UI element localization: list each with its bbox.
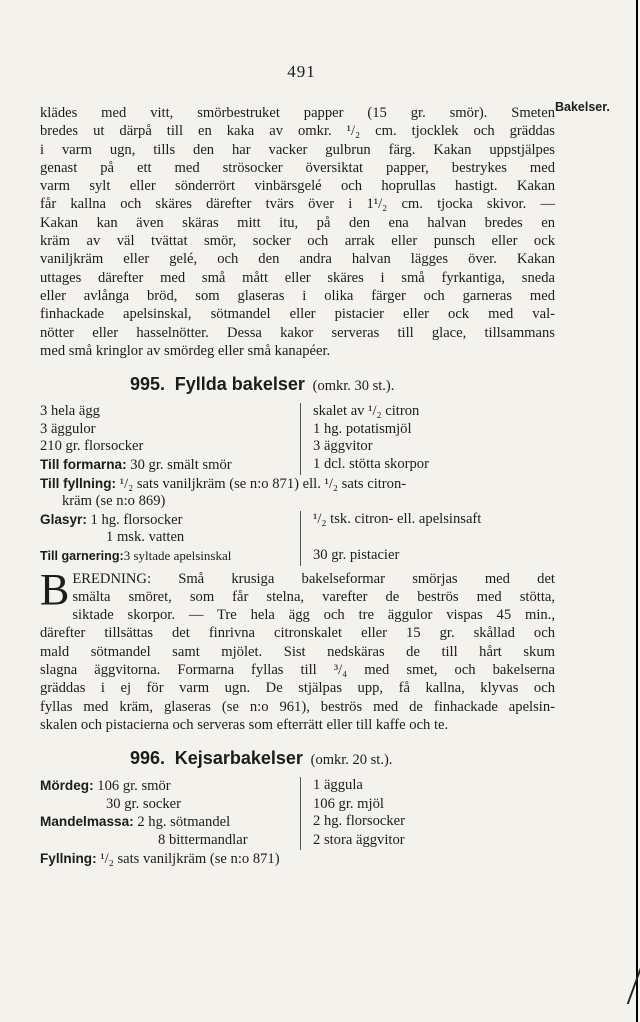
ingredient-row: [40, 403, 555, 421]
drop-cap: B: [40, 564, 70, 614]
garnering-value: 3 syltade apelsinskal: [123, 547, 232, 563]
text-line: smälta smöret, som får stelna, varefter de beströs med stötta,: [72, 588, 555, 605]
page-number: 491: [287, 62, 316, 81]
ingredient-row: [40, 438, 555, 456]
garnering-left: [40, 547, 300, 566]
till-fyllning-label: Till fyllning:: [40, 475, 117, 491]
ingredient-right: skalet av ¹/₂ citron: [300, 403, 419, 421]
text-line: vaniljkräm eller gelé, och den andra halvan lägges över. Kakan: [40, 251, 555, 268]
garnering-row: [40, 547, 555, 566]
mordeg-left: [40, 777, 300, 796]
text-line: uttages därefter med små mått eller skäres i små fyrkantiga, sneda: [40, 269, 555, 286]
fyllning-row: [40, 850, 555, 869]
page-edge-line: [636, 0, 638, 1022]
mordeg-right-1: 1 äggula: [300, 777, 363, 796]
recipe-996-heading: [130, 748, 555, 769]
intro-paragraph: [40, 104, 555, 360]
ingredient-left: 3 hela ägg: [40, 403, 100, 420]
garnering-right: 30 gr. pistacier: [300, 547, 399, 566]
text-line: eller avlånga bröd, som glaseras i olika färger och garneras med: [40, 287, 555, 304]
text-line: skalen och pistacierna och serveras som efterrätt eller till kaffe och te.: [40, 716, 449, 733]
book-page: [40, 62, 555, 868]
mandel-value-1: 2 hg. sötmandel: [137, 814, 231, 831]
glasyr-left: [40, 511, 300, 530]
text-line: bredes ut därpå till en kaka av omkr. ¹/₂ cm. tjocklek och gräddas: [40, 123, 555, 140]
mandel-label: Mandelmassa:: [40, 814, 134, 830]
till-fyllning-row: [40, 475, 555, 494]
till-formarna-left: [40, 456, 300, 475]
text-line: gräddas i ej för varm ugn. De stjälpas upp, få kallna, klyvas och: [40, 680, 555, 697]
fyllning-label: Fyllning:: [40, 850, 97, 866]
text-line: genast på ett med strösocker översiktat papper, bestrykes med: [40, 159, 555, 176]
till-formarna-right: 1 dcl. stötta skorpor: [300, 456, 429, 475]
mordeg-value-2: 30 gr. socker: [106, 795, 181, 812]
ingredient-right: 1 hg. potatismjöl: [300, 421, 412, 439]
recipe-995-method: [40, 564, 555, 735]
till-fyllning-text: ¹/₂ sats vaniljkräm (se n:o 871) ell. ¹/₂ sats citron-: [119, 475, 407, 492]
recipe-yield: (omkr. 20 st.).: [310, 752, 393, 769]
mandel-row: [40, 813, 555, 832]
till-formarna-row: [40, 456, 555, 475]
recipe-995-ingredients: [40, 403, 555, 565]
text-line: med små kringlor av smördeg eller små kanapéer.: [40, 342, 331, 359]
text-line: mald sötmandel samt mjölet. Sist nedskäras de till hårt skum: [40, 643, 555, 660]
text-line: finhackade apelsinskal, sötmandel eller pistacier eller ock med val-: [40, 306, 555, 323]
recipe-996-ingredients: [40, 777, 555, 868]
text-line: varm sylt eller sönderrört vinbärsgelé och hoprullas hastigt. Kakan: [40, 178, 555, 195]
mordeg-row: [40, 777, 555, 796]
mordeg-value-1: 106 gr. smör: [97, 778, 171, 795]
text-line: EREDNING: Små krusiga bakelseformar smörjas med det: [72, 570, 555, 587]
garnering-label: Till garnering:: [40, 548, 124, 563]
text-line: Kakan kan även skäras mitt itu, på den ena halvan bredes en: [40, 214, 555, 231]
glasyr-right: ¹/₂ tsk. citron- ell. apelsinsaft: [300, 511, 481, 530]
mordeg-right-2: 106 gr. mjöl: [300, 796, 384, 814]
text-line: siktade skorpor. — Tre hela ägg och tre äggulor vispas 45 min.,: [72, 607, 555, 624]
text-line: nötter eller hasselnötter. Dessa kakor serveras till glace, tillsammans: [40, 324, 555, 341]
text-line: klädes med vitt, smörbestruket papper (15 gr. smör). Smeten: [40, 105, 555, 121]
ingredient-left: 3 äggulor: [40, 420, 96, 437]
mordeg-row-2: [40, 796, 555, 814]
text-line: kräm av väl tvättat smör, socker och arrak eller punsch eller ock: [40, 233, 555, 250]
recipe-yield: (omkr. 30 st.).: [312, 378, 395, 395]
recipe-number: 996.: [130, 748, 166, 769]
till-formarna-value: 30 gr. smält smör: [130, 456, 232, 473]
mandel-right-2: 2 stora äggvitor: [300, 832, 405, 850]
glasyr-row: [40, 511, 555, 530]
mordeg-label: Mördeg:: [40, 778, 94, 794]
ingredient-row: [40, 421, 555, 439]
column-divider: [300, 529, 313, 547]
recipe-title: Fyllda bakelser: [174, 374, 305, 395]
mandel-row-2: [40, 832, 555, 850]
glasyr-label: Glasyr:: [40, 511, 87, 527]
method-text: [40, 564, 555, 735]
recipe-number: 995.: [130, 374, 166, 395]
recipe-title: Kejsarbakelser: [174, 748, 303, 769]
ingredient-right: 3 äggvitor: [300, 438, 373, 456]
mandel-right-1: 2 hg. florsocker: [300, 813, 405, 832]
text-line: slagna äggvitorna. Formarna fyllas till ³/₄ med smet, och bakelserna: [40, 661, 555, 678]
text-line: får kallna och skäres därefter tvärs över i 1¹/₂ cm. tjocka skivor. —: [40, 196, 555, 213]
margin-note: Bakelser.: [555, 100, 610, 114]
text-line: fyllas med kräm, glaseras (se n:o 961), beströs med de finhackade apelsin-: [40, 698, 555, 715]
fyllning-text: ¹/₂ sats vaniljkräm (se n:o 871): [100, 850, 280, 867]
ingredient-left: 210 gr. florsocker: [40, 438, 144, 455]
mandel-left: [40, 813, 300, 832]
till-formarna-label: Till formarna:: [40, 456, 127, 472]
glasyr-value-1: 1 hg. florsocker: [90, 511, 183, 528]
glasyr-value-2: 1 msk. vatten: [106, 529, 185, 546]
recipe-995-heading: [130, 374, 555, 395]
mandel-value-2: 8 bittermandlar: [158, 831, 248, 848]
text-line: i varm ugn, tills den har vacker gulbrun färg. Kakan uppstjälpes: [40, 141, 555, 158]
glasyr-row-2: [40, 529, 555, 547]
text-line: därefter tillsättas det finrivna citronskalet eller 15 gr. skållad och: [40, 625, 555, 642]
till-fyllning-text-cont: kräm (se n:o 869): [62, 493, 166, 510]
